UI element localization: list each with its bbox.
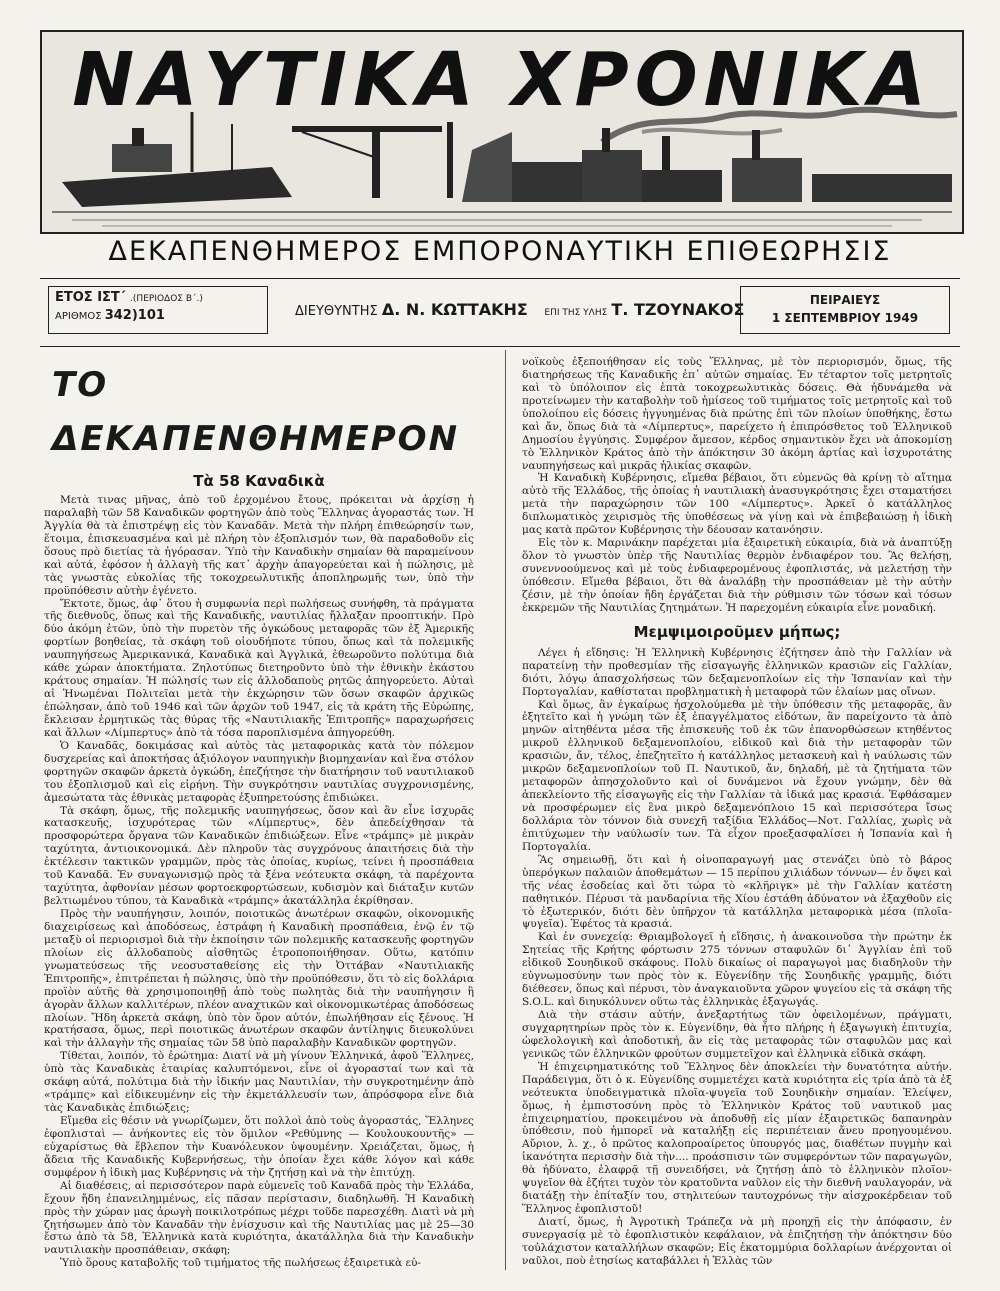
place-date-box	[740, 286, 950, 334]
article-paragraph: Πρὸς τὴν ναυπήγησιν, λοιπόν, ποιοτικῶς ἀνωτέρων σκαφῶν, οἰκονομικῆς διαχειρίσεως καὶ ἀποδόσεως, ἐστράφη ἡ Καναδικὴ προσπάθεια, ἐνῷ ἐν τῷ μεταξὺ οἱ περιορισμοὶ διὰ τὴν ἐκποίησιν τῶν πολεμικῆς κατασκευῆς φορτηγῶν πλοίων εἰς ἀλλοδαποὺς αἰσθητῶς ἐτροποποιήθησαν. Οὕτω, κατόπιν γνωματεύσεως τῆς νεοσυσταθείσης εἰς τὴν Ὀττάβαν «Ναυτιλιακῆς Ἐπιτροπῆς», ἐπιτρέπεται ἡ πώλησις, ὑπὸ τὴν προϋπόθεσιν, ὅτι τὸ εἰς δολλάρια προϊὸν αὐτῆς θὰ χρησιμοποιηθῇ ἀπὸ τοὺς πωλητὰς διὰ τὴν ναυπήγησιν ἢ ἀγορὰν ἄλλων καλλιτέρων, πλέον αναχτικῶν καὶ οἰκονομικωτέρας ἀποδόσεως πλοίων. Ἤδη ἀρκετὰ σκάφη, ὑπὸ τὸν ὅρον αὐτόν, ἐπωλήθησαν εἰς ξένους. Ἡ κρατήσασα, ὅμως, περὶ ποιοτικῶς ἀνωτέρων σκαφῶν ἀντίληψις διευκολύνει καὶ τὴν ἀλλαγὴν τῆς σημαίας τῶν 58 ὑπὸ παραλαβὴν Καναδικῶν φορτηγῶν.	[44, 908, 474, 1050]
article-paragraph: Εἴμεθα εἰς θέσιν νὰ γνωρίζωμεν, ὅτι πολλοὶ ἀπὸ τοὺς ἀγοραστάς, Ἕλληνες ἐφοπλισταὶ — ἀνήκοντες εἰς τὸν ὅμιλον «Ρεθύμνης — Κουλουκουντῆς» — εὐχαρίστως θὰ ἔβλεπον τὴν Κυανόλευκον ὑψουμένην. Χρειάζεται, ὅμως, ἡ ἄδεια τῆς Καναδικῆς Κυβερνήσεως, τὴν ὁποίαν ἔχει κάθε λόγον καὶ κάθε συμφέρον ἡ ἰδικὴ μας Κυβέρνησις νὰ τὴν ζητήσῃ καὶ νὰ τὴν ἐπιτύχῃ.	[44, 1115, 474, 1179]
article-paragraph: Εἰς τὸν κ. Μαρινάκην παρέχεται μία ἐξαιρετικὴ εὐκαιρία, διὰ νὰ ἀναπτύξῃ ὅλον τὸ γνωστὸν ὑπὲρ τῆς Ναυτιλίας θερμὸν ἐνδιαφέρον του. Ἂς θελήσῃ, συνεννοούμενος καὶ μὲ τοὺς ἐνδιαφερομένους ἐφοπλιστάς, νὰ μελετήσῃ τὴν ὑπόθεσιν. Εἴμεθα βέβαιοι, ὅτι θὰ ἀναλάβῃ τὴν προσπάθειαν μὲ τὴν αὐτὴν ζέσιν, μὲ τὴν ὁποίαν ἤδη ἐργάζεται διὰ τὴν ρύθμισιν τῶν τόσων καὶ τόσων ἐκκρεμῶν τῆς Ναυτιλίας ζητημάτων. Ἡ παρεχομένη εὐκαιρία εἶνε μοναδική.	[522, 537, 952, 614]
article-paragraph: Ἡ ἐπιχειρηματικότης τοῦ Ἕλληνος δὲν ἀποκλείει τὴν δυνατότητα αὐτήν. Παράδειγμα, ὅτι ὁ κ. Εὐγενίδης συμμετέχει κατὰ κυριότητα εἰς τρία ἀπὸ τὰ ἐξ νεότευκτα ὑποδειγματικὰ πλοῖα-ψυγεῖα τοῦ Σουηδικὴν σημαίαν. Ἐλείψεν, ὅμως, ἡ ἐμπιστοσύνη πρὸς τὸ Ἑλληνικὸν Κράτος τοῦ ναυτικοῦ μας ἐπιχειρηματίου, προκειμένου νὰ ἀποδυθῇ εἰς μίαν ἐξαιρετικῶς δαπανηρὰν ὑπόθεσιν, ποὺ ἠμπορεῖ νὰ καταλήξῃ εἰς περιπέτειαν ἄνευ προηγουμένου. Αὔριον, λ. χ., ὁ πρῶτος καλοπροαίρετος ὑπουργός μας, διαθέτων πυγμὴν καὶ ἱκανότητα περισσὴν διὰ τὴν.... προάσπισιν τῶν συμφερόντων τῶν παραγωγῶν, θὰ ἠδύνατο, ἐλαφρᾷ τῇ συνειδήσει, νὰ ζητήσῃ ἀπὸ τὸ ἑλληνικὸν πλοῖον-ψυγεῖον θὰ ἐζήτει τυχὸν τὸν κρατοῦντα ναῦλον εἰς τὴν διεθνῆ ναυλαγοράν, νὰ διατάξῃ τὴν ἐπίταξίν του, στηλιτεύων ταυτοχρόνως τὴν αἰσχροκέρδειαν τοῦ Ἕλληνος ἐφοπλιστοῦ!	[522, 1060, 952, 1216]
article-paragraph: Ἂς σημειωθῇ, ὅτι καὶ ἡ οἰνοπαραγωγή μας στενάζει ὑπὸ τὸ βάρος ὑπερόγκων παλαιῶν ἀποθεμάτων — 15 περίπου χιλιάδων τόννων— ἐν ὄψει καὶ τῆς νέας ἐσοδείας καὶ ὅτι τώρα τὸ «κλῆριγκ» μὲ τὴν Γαλλίαν κατέστη παθητικόν. Πέρυσι τὰ μανδαρίνια τῆς Χίου ἐστάθη ἀδύνατον νὰ ἐξαχθοῦν εἰς τὸ ἐξωτερικόν, διότι δὲν ὑπῆρχον τὰ κατάλληλα μεταφορικὰ μέσα (πλοῖα-ψυγεῖα). Ἐφέτος τὰ κρασιά.	[522, 853, 952, 931]
editor-label: ΕΠΙ ΤΗΣ ΥΛΗΣ	[544, 308, 608, 318]
director-name: Δ. Ν. ΚΩΤΤΑΚΗΣ	[381, 300, 528, 319]
article-paragraph: Διατί, ὅμως, ἡ Ἀγροτικὴ Τράπεζα νὰ μὴ προηχῇ εἰς τὴν ἀπόφασιν, ἐν συνεργασίᾳ μὲ τὸ ἐφοπλιστικὸν κεφάλαιον, νὰ ἐπιζητήσῃ τὴν ἀπόκτησιν δύο τοὐλάχιστον καταλλήλων σκαφῶν; Εἰς ἑκατομμύρια δολλαρίων ἀνέρχονται οἱ ναῦλοι, ποὺ ἐτησίως καταβάλλει ἡ Ἑλλὰς τῶν	[522, 1216, 952, 1267]
article-paragraph: Μετὰ τινας μῆνας, ἀπὸ τοῦ ἐρχομένου ἔτους, πρόκειται νὰ ἀρχίσῃ ἡ παραλαβὴ τῶν 58 Καναδικῶν φορτηγῶν ἀπὸ τοὺς Ἕλληνας ἀγοραστάς των. Ἡ Ἀγγλία θὰ τὰ ἐπιστρέψῃ εἰς τὸν Καναδᾶν. Μετὰ τὴν πλήρη ἐπιθεώρησίν των, ἕτοιμα, ἐπισκευασμένα καὶ μὲ πλήρη τὸν ἐξοπλισμόν των, θὰ παραδοθοῦν εἰς ὅσους πρὸ διετίας τὰ ἠγόρασαν. Ὑπὸ τὴν Καναδικὴν σημαίαν θὰ παραμείνουν καὶ αὐτά, ἐφόσον ἡ ἀλλαγὴ τῆς κατ᾽ ἀρχὴν ἀπαγορεύεται καὶ ἡ πώλησις, μὲ τὰς γνωστὰς εὐκολίας τῆς τοκοχρεωλυτικῆς ἀποπληρωμῆς των, ὑπὸ τὴν προϋπόθεσιν αὐτὴν ἐγένετο.	[44, 494, 474, 597]
period-label: .(ΠΕΡΙΟΔΟΣ Β΄.)	[130, 294, 203, 304]
column-divider	[505, 350, 506, 1270]
left-column	[44, 356, 474, 1270]
city: ΠΕΙΡΑΙΕΥΣ	[809, 293, 881, 307]
director-label: ΔΙΕΥΘΥΝΤΗΣ	[295, 304, 378, 319]
article-paragraph: Διὰ τὴν στάσιν αὐτήν, ἀνεξαρτήτως τῶν ὀφειλομένων, πράγματι, συγχαρητηρίων πρὸς τὸν κ. Εὐγενίδην, θὰ ἦτο πλήρης ἡ ἐξαγωγικὴ ἐπιτυχία, ὠφελολογικὴ καὶ ἀποδοτική, ἂν εἰς τὰς μεταφορὰς τῶν σταφυλῶν μας καὶ γενικῶς τῶν ἑλληνικῶν φρούτων συμμετεῖχον καὶ ἑλληνικὰ εἰδικὰ σκάφη.	[522, 1009, 952, 1060]
article-paragraph: Καὶ ἐν συνεχείᾳ: Θριαμβολογεῖ ἡ εἴδησις, ἡ ἀνακοινοῦσα τὴν πρώτην ἐκ Σητείας τῆς Κρήτης φόρτωσιν 275 τόννων σταφυλῶν δι᾽ Ἀγγλίαν ἐπὶ τοῦ εἰδικοῦ Σουηδικοῦ σκάφους. Πολὺ δικαίως οἱ παραγωγοὶ μας διαδηλοῦν τὴν εὐγνωμοσύνην των πρὸς τὸν κ. Εὐγενίδην τῆς Σουηδικῆς γραμμῆς, διότι διέθεσεν, ὅπως καὶ πέρυσι, τὸν ἀναγκαιοῦντα χῶρον ψυγείου εἰς τὰ σκάφη τῆς S.O.L. καὶ διηυκόλυνεν οὕτω τὰς ἑλληνικὰς ἐξαγωγάς.	[522, 931, 952, 1009]
right-column	[522, 356, 952, 1268]
editor-name: Τ. ΤΖΟΥΝΑΚΟΣ	[611, 300, 745, 319]
article-heading: Μεμψιμοιροῦμεν μήπως;	[633, 622, 841, 641]
article-paragraph: Τὰ σκάφη, ὅμως, τῆς πολεμικῆς ναυπηγήσεως, ὅσον καὶ ἂν εἶνε ἰσχυρᾶς κατασκευῆς, ἰσχυρότερας τῶν «Λίμπερτυς», δὲν ἀπεδείχθησαν τὰ προσφορώτερα ὄργανα τῶν Καναδικῶν ἐπιδιώξεων. Εἶνε «τράμπς» μὲ μικρὰν ταχύτητα, ἀντιοικονομικά. Δὲν πληροῦν τὰς συγχρόνους ἀπαιτήσεις διὰ τὴν ἐκτέλεσιν τακτικῶν γραμμῶν, πρὸς τὰς ὁποίας, κυρίως, τείνει ἡ προσπάθεια τοῦ Καναδᾶ. Ἐν συναγωνισμῷ πρὸς τὰ ξένα νεότευκτα σκάφη, τὰ παρέχοντα ταχύτητα, ἀφθονίαν μέσων φορτοεκφορτώσεων, κυδισμὸν καὶ διάταξιν κυτῶν βελτιωμένου τύπου, τὰ Καναδικὰ «τράμπς» ἀκατάλληλα ἐκρίθησαν.	[44, 804, 474, 908]
newspaper-subtitle: ΔΕΚΑΠΕΝΘΗΜΕΡΟΣ ΕΜΠΟΡΟΝΑΥΤΙΚΗ ΕΠΙΘΕΩΡΗΣΙΣ	[108, 236, 892, 267]
year-label: ΕΤΟΣ ΙΣΤ΄	[55, 290, 126, 305]
article-paragraph: Καὶ ὅμως, ἂν ἐγκαίρως ἠσχολούμεθα μὲ τὴν ὑπόθεσιν τῆς μεταφορᾶς, ἂν ἐξητεῖτο καὶ ἡ γνώμη τῶν ἐξ ἐπαγγέλματος εἰδότων, ἂν παρείχοντο τὰ ἀπὸ μηνῶν αἰτηθέντα μέσα τῆς ἐπισκευῆς τοῦ ἐκ τῶν ἐπανορθώσεων κτηθέντος μικροῦ ἑλληνικοῦ δεξαμενοπλοίου, εἰδικοῦ καὶ διὰ τὴν μεταφορὰν τῶν κρασιῶν, ἄν, τέλος, ἐπεζητεῖτο ἡ κατάλληλος μετασκευὴ καὶ ἡ ναύλωσις τῶν μικρῶν δεξαμενοπλοίων τοῦ Π. Ναυτικοῦ, ἄν, δηλαδή, μὲ τὰ ζητήματα τῶν μεταφορῶν ἀπησχολοῦντο καὶ οἱ δυνάμενοι νὰ ἔχουν γνώμην, δὲν θὰ ἀπεκλείοντο τῆς εἰσαγωγῆς εἰς τὴν Γαλλίαν τὰ ἰδικά μας κρασιά. Ἐφθάσαμεν νὰ προσφέρωμεν εἰς ἓνα μικρὸ δεξαμενόπλοιο 15 καὶ περισσότερα ἴσως δολλάρια τὸν τόννον διὰ συνεχῆ ταξίδια Ἑλλάδος—Νοτ. Γαλλίας, χωρὶς νὰ ἐπιτύχωμεν τὴν ναύλωσίν των. Τὰ εἶχον προεξασφαλίσει ἡ Ἱσπανία καὶ ἡ Πορτογαλία.	[522, 698, 952, 853]
article-heading: Τὰ 58 Καναδικὰ	[193, 472, 325, 490]
divider	[40, 346, 960, 347]
newspaper-title: ΝΑΥΤΙΚΑ ΧΡΟΝΙΚΑ	[72, 37, 932, 123]
article-paragraph: Τίθεται, λοιπόν, τὸ ἐρώτημα: Διατί νὰ μὴ γίνουν Ἑλληνικά, ἀφοῦ Ἕλληνες, ὑπὸ τὰς Καναδικὰς ἑταιρίας καλυπτόμενοι, εἶνε οἱ ἀγορασταί των καὶ τὰ σκάφη αὐτά, πολύτιμα διὰ τὴν ἰδικήν μας Ναυτιλίαν, τὴν συγκροτημένην ἀπὸ «τράμπς» καὶ εἰδικευμένην εἰς τὴν ἐκμετάλλευσίν των, ἀπρόσφορα εἶνε διὰ τὰς Καναδικὰς ἐπιδιώξεις;	[44, 1050, 474, 1115]
article-paragraph: Ἡ Καναδικὴ Κυβέρνησις, εἴμεθα βέβαιοι, ὅτι εὐμενῶς θὰ κρίνῃ τὸ αἴτημα αὐτὸ τῆς Ἑλλάδος, τῆς ὁποίας ἡ ναυτιλιακὴ ἀνασυγκρότησις ἔχει σταματήσει μετὰ τὴν παραχώρησιν τῶν 100 «Λίμπερτυς». Ἀρκεῖ ὁ κατάλληλος διπλωματικὸς χειρισμὸς τῆς ὑποθέσεως νὰ γίνῃ καὶ νὰ ἐπιβεβαιώσῃ ἡ ἰδικὴ μας κατὰ πρῶτον Κυβέρνησις τὴν δέουσαν κατανόησιν.	[522, 472, 952, 537]
divider	[40, 278, 960, 279]
masthead	[40, 30, 964, 234]
issue-info-bar	[40, 280, 960, 342]
number-value: 342)101	[104, 308, 165, 323]
section-banner: ΤΟ ΔΕΚΑΠΕΝΘΗΜΕΡΟΝ	[52, 365, 460, 459]
issue-date: 1 ΣΕΠΤΕΜΒΡΙΟΥ 1949	[771, 311, 919, 325]
staff-credits	[295, 300, 745, 319]
article-paragraph: Αἱ διαθέσεις, αἱ περισσότερον παρὰ εὐμενεῖς τοῦ Καναδᾶ πρὸς τὴν Ἑλλάδα, ἔχουν ἤδη ἐπανειλημμένως, εἰς πᾶσαν περίστασιν, διαδηλωθῆ. Ἡ Καναδικὴ πρὸς τὴν χώραν μας ἀρωγὴ ποικιλοτρόπως μέχρι τοῦδε παρεσχέθη. Διατὶ νὰ μὴ ζητήσωμεν ἀπὸ τὸν Καναδᾶν τὴν ἐνίσχυσιν καὶ τῆς Ναυτιλίας μας μὲ 25—30 ἔστω ἀπὸ τὰ 58, Ἑλληνικὰ κατὰ κυριότητα, ἀκατάλληλα διὰ τὴν Καναδικὴν ναυτιλιακὴν προσπάθειαν, σκάφη;	[44, 1179, 474, 1257]
article-paragraph: Ὑπὸ ὅρους καταβολῆς τοῦ τιμήματος τῆς πωλήσεως ἐξαιρετικὰ εὐ-	[60, 1257, 422, 1270]
article-paragraph: νοϊκοὺς ἐξεποιήθησαν εἰς τοὺς Ἕλληνας, μὲ τὸν περιορισμόν, ὅμως, τῆς διατηρήσεως τῆς Καναδικῆς ἐπ᾽ αὐτῶν σημαίας. Ἐν τέταρτον τοῖς μετρητοῖς καὶ τὸ ὑπόλοιπον εἰς ἑπτὰ τοκοχρεωλυτικὰς δόσεις. Θὰ ἠδυνάμεθα νὰ προτείνωμεν τὴν καταβολὴν τοῦ ἡμίσεος τοῦ τιμήματος τοῖς μετρητοῖς καὶ τοῦ ὑπολοίπου εἰς δόσεις ἠγγυημένας διὰ πρώτης ἐπὶ τῶν πλοίων ὑποθήκης, ἔστω καὶ ἄν, ὅπως διὰ τὰ «Λίμπερτυς», παρείχετο ἡ ἐπιπρόσθετος τοῦ Ἑλληνικοῦ Δημοσίου ἐγγύησις. Συμφέρον ἄμεσον, κέρδος σημαντικὸν ἔχει νὰ ἀποκομίσῃ τὸ Ἑλληνικὸν Κράτος ἀπὸ τὴν ἀπόκτησιν 30 ἀκόμη ἀρτίας καὶ ἰσχυροτάτης ναυπηγήσεως καὶ μικρᾶς ἡλικίας σκαφῶν.	[522, 356, 952, 472]
issue-number-box	[48, 286, 268, 334]
article-paragraph: Λέγει ἡ εἴδησις: Ἡ Ἑλληνικὴ Κυβέρνησις ἐζήτησεν ἀπὸ τὴν Γαλλίαν νὰ παρατείνῃ τὴν προθεσμίαν τῆς εἰσαγωγῆς ἑλληνικῶν κρασιῶν εἰς Γαλλίαν, διότι, λόγῳ ἀπασχολήσεως τῶν δεξαμενοπλοίων εἰς τὴν Ἱσπανίαν καὶ τὴν Πορτογαλίαν, καθίσταται προβληματικὴ ἡ μεταφορὰ τῶν ἐλαίων μας οἴνων.	[522, 646, 952, 698]
article-paragraph: Ὁ Καναδᾶς, δοκιμάσας καὶ αὐτὸς τὰς μεταφορικὰς κατὰ τὸν πόλεμον δυσχερείας καὶ ἀποκτήσας ἀξιόλογον ναυπηγικὴν βιομηχανίαν καὶ ἕνα στόλον φορτηγῶν σκαφῶν ἀρκετὰ ὀγκώδη, ἐπεζήτησε τὴν διατήρησιν τοῦ ναυτιλιακοῦ του ἐξοπλισμοῦ καὶ εἰς εἰρήνη. Τὴν συγκρότησιν ναυτιλίας συγχρονισμένης, ἀμεσώτατα τὰς ἐθνικὰς μεταφορὰς ἐξυπηρετούσης ἐπιδιώκει.	[44, 739, 474, 804]
article-paragraph: Ἔκτοτε, ὅμως, ἀφ᾽ ὅτου ἡ συμφωνία περὶ πωλήσεως συνήφθη, τὰ πράγματα τῆς διεθνοῦς, ὅπως καὶ τῆς Καναδικῆς, ναυτιλίας ἤλλαξαν προοπτικήν. Πρὸ δύο ἀκόμη ἐτῶν, ὑπὸ τὴν πυρετὸν τῆς ὀγκώδους μεταφορᾶς τῶν ἐξ Ἀμερικῆς φορτίων βοηθείας, τὰ σκάφη τοῦ οἱουδήποτε τύπου, ὅπως καὶ τὰ πολεμικῆς ναυπηγήσεως Ἀμερικανικά, Καναδικὰ καὶ Ἀγγλικά, ἐθεωροῦντο πολύτιμα διὰ κάθε χώραν ἀποκτήματα. Ζηλοτύπως διετηροῦντο ὑπὸ τὴν ἐθνικὴν ἑκάστου κράτους σημαίαν. Ἡ πώλησίς των εἰς ἀλλοδαποὺς ρητῶς ἀπηγορεύετο. Αὐταὶ αἱ Ἡνωμέναι Πολιτεῖαι μετὰ τὴν ἐκχώρησιν τῶν ὅσων σκαφῶν ἀρχικῶς ἐπώλησαν, ἀπὸ τοῦ 1946 καὶ τῶν ἀρχῶν τοῦ 1947, εἰς τὰ κράτη τῆς Εὐρώπης, ἔκλεισαν ἑρμητικῶς τὰς θύρας τῆς «Ναυτιλιακῆς Ἐπιτροπῆς» παραχωρήσεις καὶ ἄλλων «Λίμπερτυς» ἀπὸ τὰ τόσα παροπλισμένα ἀπηγορεύθη.	[44, 597, 474, 739]
number-label: ΑΡΙΘΜΟΣ	[55, 311, 102, 322]
